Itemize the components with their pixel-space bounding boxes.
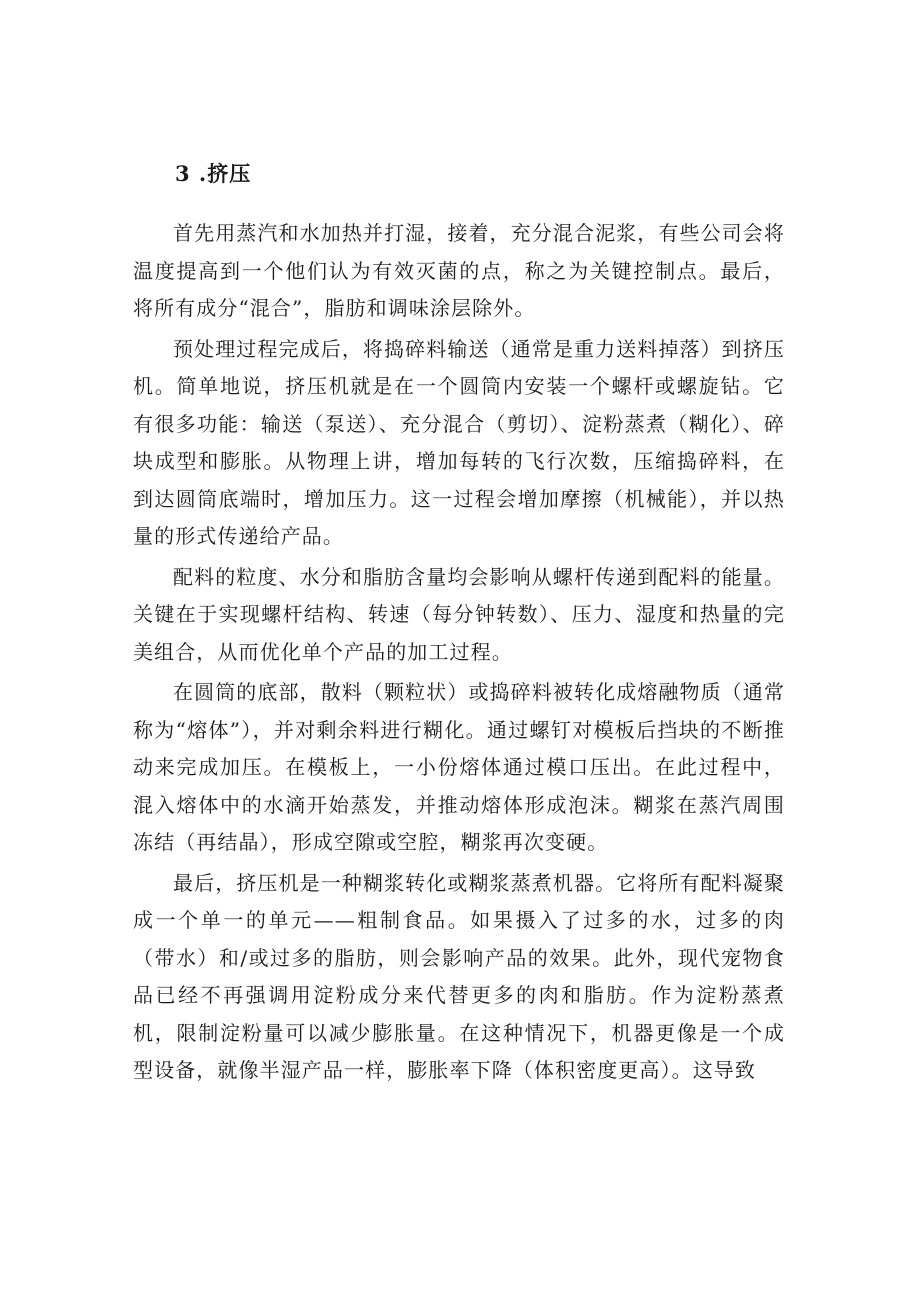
section-heading: 3 .挤压	[175, 161, 252, 186]
paragraph-2: 预处理过程完成后，将捣碎料输送（通常是重力送料掉落）到挤压机。简单地说，挤压机就是在一个圆筒内安装一个螺杆或螺旋钻。它有很多功能：输送（泵送）、充分混合（剪切）、淀粉蒸煮（糊化）、碎块成型和膨胀。从物理上讲，增加每转的飞行次数，压缩捣碎料，在到达圆筒底端时，增加压力。这一过程会增加摩擦（机械能），并以热量的形式传递给产品。	[133, 336, 785, 548]
page-content	[133, 155, 785, 1093]
paragraph-3: 配料的粒度、水分和脂肪含量均会影响从螺杆传递到配料的能量。关键在于实现螺杆结构、转速（每分钟转数）、压力、湿度和热量的完美组合，从而优化单个产品的加工过程。	[133, 564, 785, 664]
paragraph-4: 在圆筒的底部，散料（颗粒状）或捣碎料被转化成熔融物质（通常称为“熔体”），并对剩余料进行糊化。通过螺钉对模板后挡块的不断推动来完成加压。在模板上，一小份熔体通过模口压出。在此过程中，混入熔体中的水滴开始蒸发，并推动熔体形成泡沫。糊浆在蒸汽周围冻结（再结晶），形成空隙或空腔，糊浆再次变硬。	[133, 680, 785, 854]
paragraph-5: 最后，挤压机是一种糊浆转化或糊浆蒸煮机器。它将所有配料凝聚成一个单一的单元——粗制食品。如果摄入了过多的水，过多的肉（带水）和/或过多的脂肪，则会影响产品的效果。此外，现代宠物食品已经不再强调用淀粉成分来代替更多的肉和脂肪。作为淀粉蒸煮机，限制淀粉量可以减少膨胀量。在这种情况下，机器更像是一个成型设备，就像半湿产品一样，膨胀率下降（体积密度更高）。这导致	[133, 870, 785, 1082]
paragraph-1: 首先用蒸汽和水加热并打湿，接着，充分混合泥浆，有些公司会将温度提高到一个他们认为有效灭菌的点，称之为关键控制点。最后，将所有成分“混合”，脂肪和调味涂层除外。	[133, 221, 785, 320]
